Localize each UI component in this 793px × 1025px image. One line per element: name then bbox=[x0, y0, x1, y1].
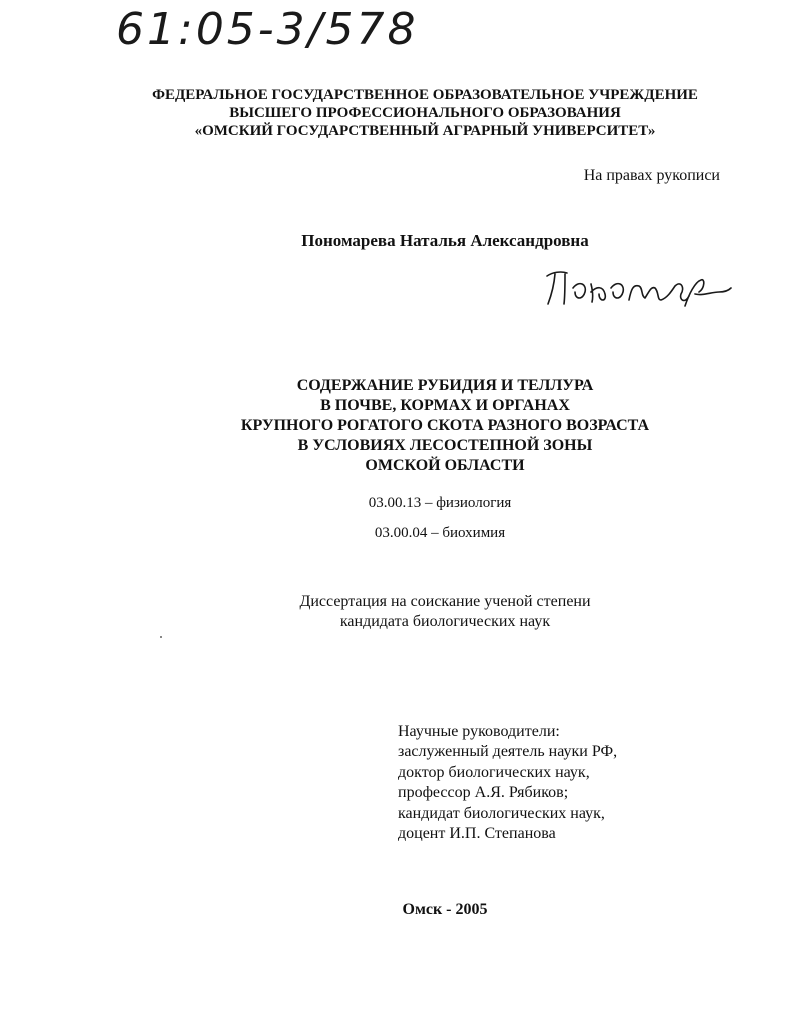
degree-line-2: кандидата биологических наук bbox=[339, 613, 551, 630]
title-line-3: КРУПНОГО РОГАТОГО СКОТА РАЗНОГО ВОЗРАСТА bbox=[240, 417, 650, 434]
supervisors-heading: Научные руководители: bbox=[398, 723, 560, 740]
archive-code-text: 61:05-3/578 bbox=[116, 4, 419, 55]
specialty-codes bbox=[250, 493, 630, 553]
degree-statement bbox=[200, 592, 690, 632]
specialty-physiology: 03.00.13 – физиология bbox=[368, 495, 512, 511]
supervisor-line: кандидат биологических наук, bbox=[398, 804, 605, 822]
title-line-5: ОМСКОЙ ОБЛАСТИ bbox=[365, 457, 525, 474]
handwritten-archive-code bbox=[112, 0, 472, 60]
title-line-1: СОДЕРЖАНИЕ РУБИДИЯ И ТЕЛЛУРА bbox=[296, 377, 594, 394]
supervisor-line: заслуженный деятель науки РФ, bbox=[398, 743, 618, 761]
supervisor-line: доктор биологических наук, bbox=[398, 763, 590, 781]
degree-line-1: Диссертация на соискание ученой степени bbox=[299, 593, 591, 610]
dissertation-title bbox=[150, 376, 740, 476]
institution-line-1: ФЕДЕРАЛЬНОЕ ГОСУДАРСТВЕННОЕ ОБРАЗОВАТЕЛЬНОЕ УЧРЕЖДЕНИЕ bbox=[152, 87, 698, 103]
supervisor-line: доцент И.П. Степанова bbox=[398, 825, 556, 843]
title-line-2: В ПОЧВЕ, КОРМАХ И ОРГАНАХ bbox=[320, 397, 570, 414]
author-name: Пономарева Наталья Александровна bbox=[301, 231, 589, 250]
institution-line-2: ВЫСШЕГО ПРОФЕССИОНАЛЬНОГО ОБРАЗОВАНИЯ bbox=[229, 105, 621, 121]
institution-header bbox=[100, 86, 750, 140]
author-signature bbox=[535, 262, 735, 314]
supervisors-block bbox=[398, 722, 758, 844]
manuscript-note: На правах рукописи bbox=[583, 167, 720, 184]
scan-speck bbox=[160, 636, 162, 638]
city-year: Омск - 2005 bbox=[402, 901, 488, 918]
title-line-4: В УСЛОВИЯХ ЛЕСОСТЕПНОЙ ЗОНЫ bbox=[297, 437, 593, 454]
specialty-biochemistry: 03.00.04 – биохимия bbox=[374, 525, 506, 541]
supervisor-line: профессор А.Я. Рябиков; bbox=[398, 784, 569, 802]
institution-line-3: «ОМСКИЙ ГОСУДАРСТВЕННЫЙ АГРАРНЫЙ УНИВЕРСИТЕТ» bbox=[194, 123, 656, 139]
